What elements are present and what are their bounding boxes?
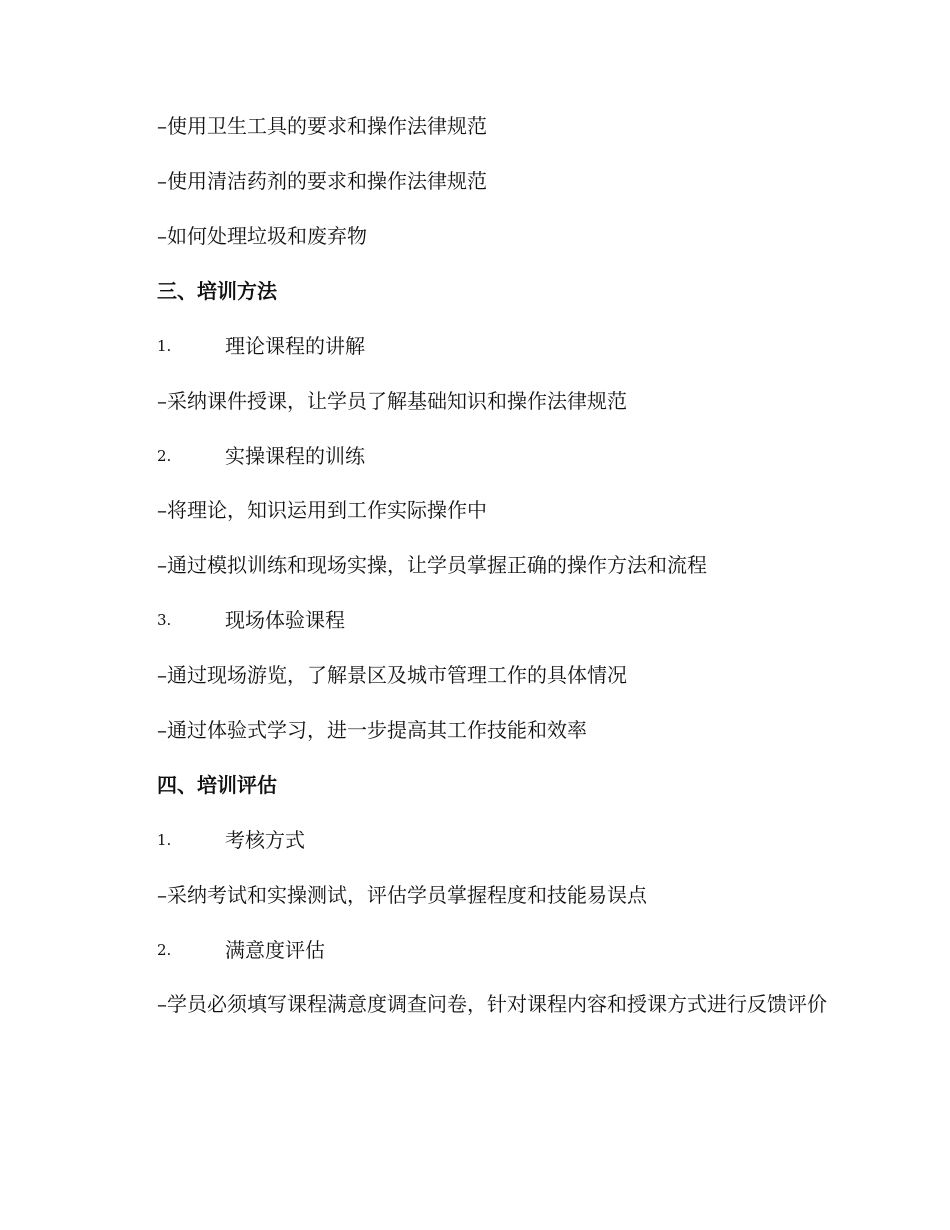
section-heading: 四、培训评估 <box>157 773 277 797</box>
section-heading: 三、培训方法 <box>157 279 277 303</box>
bullet-line: –通过模拟训练和现场实操，让学员掌握正确的操作方法和流程 <box>157 553 707 577</box>
list-number: 1. <box>157 337 172 355</box>
bullet-line: –采纳考试和实操测试，评估学员掌握程度和技能易误点 <box>157 883 647 907</box>
body-paragraph: –学员必须填写课程满意度调查问卷，针对课程内容和授课方式进行反馈评价 <box>157 992 827 1016</box>
list-number: 2. <box>157 447 172 465</box>
bullet-line: –通过现场游览，了解景区及城市管理工作的具体情况 <box>157 663 627 687</box>
bullet-line: –将理论，知识运用到工作实际操作中 <box>157 498 487 522</box>
bullet-line: –通过体验式学习，进一步提高其工作技能和效率 <box>157 718 587 742</box>
list-item-title: 现场体验课程 <box>225 608 345 632</box>
list-number: 3. <box>157 611 172 629</box>
bullet-line: –如何处理垃圾和废弃物 <box>157 224 367 248</box>
list-item-title: 理论课程的讲解 <box>225 334 365 358</box>
bullet-line: –采纳课件授课，让学员了解基础知识和操作法律规范 <box>157 389 627 413</box>
bullet-line: –使用清洁药剂的要求和操作法律规范 <box>157 169 487 193</box>
list-number: 2. <box>157 941 172 959</box>
list-item-title: 实操课程的训练 <box>225 444 365 468</box>
bullet-line: –使用卫生工具的要求和操作法律规范 <box>157 114 487 138</box>
list-item-title: 考核方式 <box>225 828 305 852</box>
list-item-title: 满意度评估 <box>225 938 325 962</box>
list-number: 1. <box>157 831 172 849</box>
